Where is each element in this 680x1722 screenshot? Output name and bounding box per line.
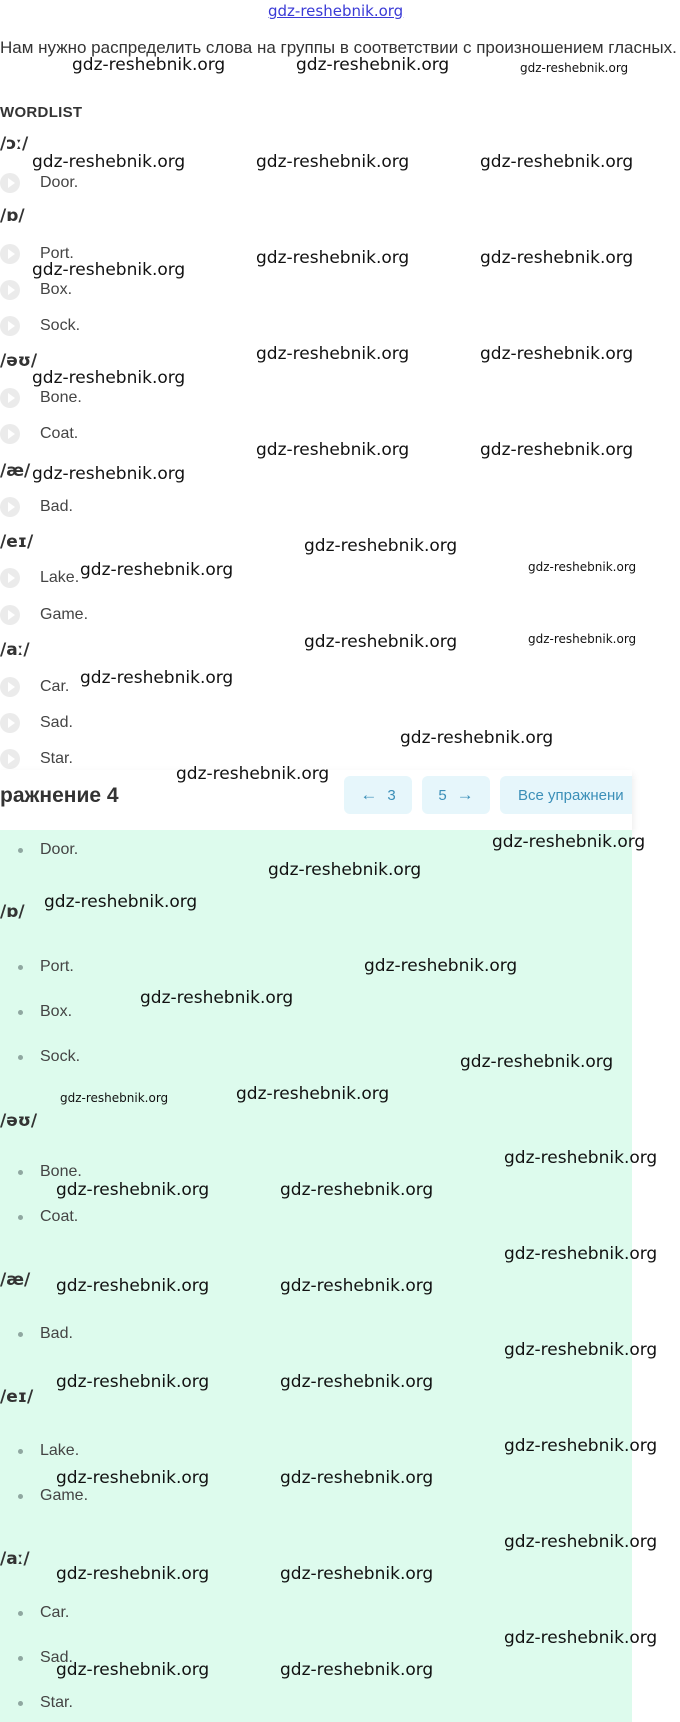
word-row bbox=[0, 243, 74, 265]
word-text: Car. bbox=[40, 678, 70, 695]
bullet-icon bbox=[18, 1701, 23, 1706]
word-row bbox=[0, 387, 82, 409]
answer-word: Sock. bbox=[40, 1048, 81, 1065]
watermark: gdz-reshebnik.org bbox=[256, 248, 410, 268]
watermark: gdz-reshebnik.org bbox=[60, 1091, 169, 1105]
play-audio-icon[interactable] bbox=[0, 173, 20, 193]
answer-word: Star. bbox=[40, 1694, 73, 1711]
bullet-icon bbox=[18, 1611, 23, 1616]
sound-label: /aː/ bbox=[0, 640, 30, 660]
sound-label: /æ/ bbox=[0, 1270, 31, 1290]
sound-label: /ɔː/ bbox=[0, 134, 29, 154]
watermark: gdz-reshebnik.org bbox=[296, 55, 450, 75]
watermark: gdz-reshebnik.org bbox=[280, 1372, 434, 1392]
list-item bbox=[0, 956, 74, 978]
play-audio-icon[interactable] bbox=[0, 388, 20, 408]
watermark: gdz-reshebnik.org bbox=[504, 1148, 658, 1168]
watermark: gdz-reshebnik.org bbox=[32, 152, 186, 172]
list-item bbox=[0, 839, 78, 861]
watermark: gdz-reshebnik.org bbox=[480, 344, 634, 364]
watermark: gdz-reshebnik.org bbox=[528, 560, 637, 574]
watermark: gdz-reshebnik.org bbox=[140, 988, 294, 1008]
word-row bbox=[0, 567, 79, 589]
list-item bbox=[0, 1647, 73, 1669]
word-text: Coat. bbox=[40, 425, 79, 442]
play-audio-icon[interactable] bbox=[0, 568, 20, 588]
list-item bbox=[0, 1485, 88, 1507]
watermark: gdz-reshebnik.org bbox=[32, 464, 186, 484]
answer-word: Car. bbox=[40, 1604, 70, 1621]
list-item bbox=[0, 1692, 73, 1714]
answer-panel bbox=[0, 830, 632, 1722]
bullet-icon bbox=[18, 1332, 23, 1337]
play-audio-icon[interactable] bbox=[0, 677, 20, 697]
list-item bbox=[0, 1161, 82, 1183]
answer-word: Door. bbox=[40, 841, 79, 858]
bullet-icon bbox=[18, 1494, 23, 1499]
watermark: gdz-reshebnik.org bbox=[56, 1564, 210, 1584]
watermark: gdz-reshebnik.org bbox=[504, 1244, 658, 1264]
word-text: Sad. bbox=[40, 714, 73, 731]
play-audio-icon[interactable] bbox=[0, 749, 20, 769]
sound-label: /aː/ bbox=[0, 1549, 30, 1569]
word-text: Game. bbox=[40, 606, 89, 623]
play-audio-icon[interactable] bbox=[0, 316, 20, 336]
bullet-icon bbox=[18, 848, 23, 853]
watermark: gdz-reshebnik.org bbox=[280, 1660, 434, 1680]
watermark: gdz-reshebnik.org bbox=[460, 1052, 614, 1072]
answer-word: Box. bbox=[40, 1003, 73, 1020]
watermark: gdz-reshebnik.org bbox=[504, 1628, 658, 1648]
play-audio-icon[interactable] bbox=[0, 713, 20, 733]
arrow-left-icon: ← bbox=[360, 785, 378, 804]
word-text: Sock. bbox=[40, 317, 81, 334]
wordlist-title: WORDLIST bbox=[0, 104, 83, 121]
sound-label: /ɒ/ bbox=[0, 206, 25, 226]
watermark: gdz-reshebnik.org bbox=[480, 248, 634, 268]
list-item bbox=[0, 1323, 73, 1345]
list-item bbox=[0, 1001, 72, 1023]
watermark: gdz-reshebnik.org bbox=[72, 55, 226, 75]
watermark: gdz-reshebnik.org bbox=[520, 61, 629, 75]
word-row bbox=[0, 172, 78, 194]
word-text: Door. bbox=[40, 174, 79, 191]
word-row bbox=[0, 496, 73, 518]
sound-label: /eɪ/ bbox=[0, 1387, 34, 1407]
word-row bbox=[0, 748, 73, 770]
watermark: gdz-reshebnik.org bbox=[56, 1276, 210, 1296]
word-text: Star. bbox=[40, 750, 73, 767]
word-row bbox=[0, 712, 73, 734]
sound-label: /eɪ/ bbox=[0, 532, 34, 552]
exercise-title: ражнение 4 bbox=[0, 784, 119, 807]
bullet-icon bbox=[18, 965, 23, 970]
all-exercises-label: Все упражнени bbox=[518, 786, 624, 804]
watermark: gdz-reshebnik.org bbox=[44, 892, 198, 912]
watermark: gdz-reshebnik.org bbox=[80, 560, 234, 580]
watermark: gdz-reshebnik.org bbox=[56, 1660, 210, 1680]
watermark: gdz-reshebnik.org bbox=[280, 1276, 434, 1296]
watermark: gdz-reshebnik.org bbox=[504, 1436, 658, 1456]
answer-word: Bad. bbox=[40, 1325, 73, 1342]
watermark: gdz-reshebnik.org bbox=[304, 536, 458, 556]
answer-word: Game. bbox=[40, 1487, 89, 1504]
answer-word: Coat. bbox=[40, 1208, 79, 1225]
watermark: gdz-reshebnik.org bbox=[176, 764, 330, 784]
prev-exercise-button[interactable] bbox=[344, 776, 412, 814]
watermark: gdz-reshebnik.org bbox=[528, 632, 637, 646]
watermark: gdz-reshebnik.org bbox=[256, 152, 410, 172]
watermark: gdz-reshebnik.org bbox=[32, 368, 186, 388]
play-audio-icon[interactable] bbox=[0, 497, 20, 517]
watermark: gdz-reshebnik.org bbox=[256, 344, 410, 364]
answer-word: Bone. bbox=[40, 1163, 82, 1180]
all-exercises-button[interactable] bbox=[500, 776, 632, 814]
answer-word: Sad. bbox=[40, 1649, 73, 1666]
word-row bbox=[0, 604, 88, 626]
watermark: gdz-reshebnik.org bbox=[480, 152, 634, 172]
list-item bbox=[0, 1206, 78, 1228]
play-audio-icon[interactable] bbox=[0, 280, 20, 300]
watermark: gdz-reshebnik.org bbox=[504, 1340, 658, 1360]
exercise-nav-bar bbox=[0, 770, 632, 830]
watermark: gdz-reshebnik.org bbox=[364, 956, 518, 976]
watermark: gdz-reshebnik.org bbox=[304, 632, 458, 652]
watermark: gdz-reshebnik.org bbox=[480, 440, 634, 460]
watermark: gdz-reshebnik.org bbox=[280, 1468, 434, 1488]
site-link[interactable]: gdz-reshebnik.org bbox=[268, 2, 404, 20]
word-text: Port. bbox=[40, 245, 74, 262]
watermark: gdz-reshebnik.org bbox=[504, 1532, 658, 1552]
play-audio-icon[interactable] bbox=[0, 424, 20, 444]
watermark: gdz-reshebnik.org bbox=[280, 1180, 434, 1200]
bullet-icon bbox=[18, 1055, 23, 1060]
watermark: gdz-reshebnik.org bbox=[80, 668, 234, 688]
answer-word: Port. bbox=[40, 958, 74, 975]
list-item bbox=[0, 1440, 79, 1462]
word-row bbox=[0, 676, 69, 698]
list-item bbox=[0, 1046, 80, 1068]
bullet-icon bbox=[18, 1215, 23, 1220]
sound-label: /əʊ/ bbox=[0, 1111, 38, 1131]
watermark: gdz-reshebnik.org bbox=[56, 1180, 210, 1200]
task-instruction: Нам нужно распределить слова на группы в соответствии с произношением гласных. bbox=[0, 38, 677, 57]
bullet-icon bbox=[18, 1656, 23, 1661]
prev-exercise-label: 3 bbox=[387, 786, 396, 804]
watermark: gdz-reshebnik.org bbox=[256, 440, 410, 460]
word-row bbox=[0, 423, 78, 445]
sound-label: /ɒ/ bbox=[0, 902, 25, 922]
watermark: gdz-reshebnik.org bbox=[56, 1468, 210, 1488]
word-row bbox=[0, 279, 72, 301]
word-row bbox=[0, 315, 80, 337]
arrow-right-icon: → bbox=[456, 785, 474, 804]
watermark: gdz-reshebnik.org bbox=[236, 1084, 390, 1104]
sound-label: /æ/ bbox=[0, 461, 31, 481]
bullet-icon bbox=[18, 1449, 23, 1454]
word-text: Bad. bbox=[40, 498, 73, 515]
play-audio-icon[interactable] bbox=[0, 244, 20, 264]
bullet-icon bbox=[18, 1170, 23, 1175]
answer-word: Lake. bbox=[40, 1442, 80, 1459]
word-text: Bone. bbox=[40, 389, 82, 406]
watermark: gdz-reshebnik.org bbox=[268, 860, 422, 880]
next-exercise-label: 5 bbox=[438, 786, 447, 804]
next-exercise-button[interactable] bbox=[422, 776, 490, 814]
list-item bbox=[0, 1602, 69, 1624]
watermark: gdz-reshebnik.org bbox=[400, 728, 554, 748]
watermark: gdz-reshebnik.org bbox=[56, 1372, 210, 1392]
play-audio-icon[interactable] bbox=[0, 605, 20, 625]
word-text: Lake. bbox=[40, 569, 80, 586]
watermark: gdz-reshebnik.org bbox=[32, 260, 186, 280]
watermark: gdz-reshebnik.org bbox=[492, 832, 646, 852]
word-text: Box. bbox=[40, 281, 73, 298]
watermark: gdz-reshebnik.org bbox=[280, 1564, 434, 1584]
bullet-icon bbox=[18, 1010, 23, 1015]
sound-label: /əʊ/ bbox=[0, 351, 38, 371]
